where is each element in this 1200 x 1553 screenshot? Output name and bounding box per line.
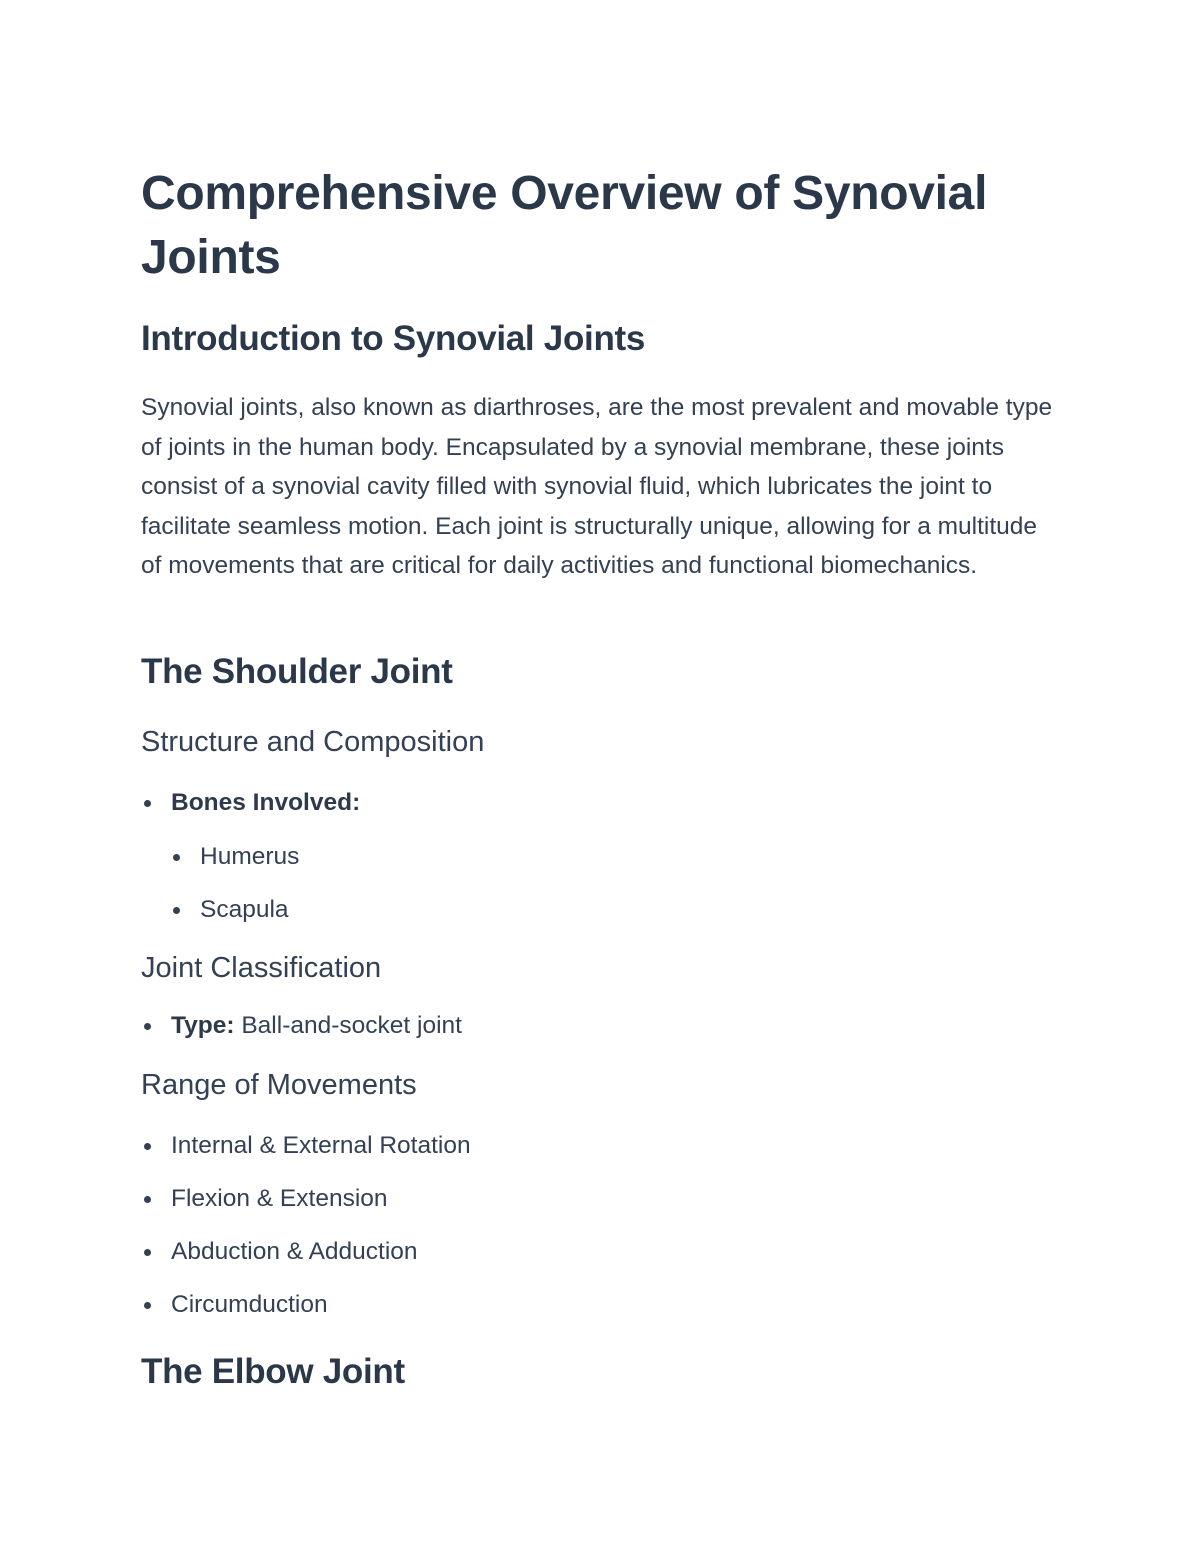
structure-subheading: Structure and Composition <box>141 726 485 758</box>
type-value: Ball-and-socket joint <box>241 1012 462 1039</box>
shoulder-heading: The Shoulder Joint <box>141 652 453 691</box>
list-item: Circumduction <box>141 1290 471 1320</box>
bullet-icon <box>173 907 180 914</box>
intro-heading: Introduction to Synovial Joints <box>141 319 646 358</box>
bullet-icon <box>173 854 180 861</box>
bones-list <box>141 788 360 818</box>
movements-subheading: Range of Movements <box>141 1069 417 1101</box>
document-title: Comprehensive Overview of Synovial Joints <box>141 167 988 284</box>
intro-paragraph: Synovial joints, also known as diarthroses, are the most prevalent and movable type of joints in the human body. Encapsulated by a synovial membrane, these joints consist of a synovial cavity filled with synovial fluid, which lubricates the joint to facilitate seamless motion. Each joint is structurally unique, allowing for a multitude of movements that are critical for daily activities and functional biomechanics. <box>141 394 1053 579</box>
list-item <box>141 788 360 818</box>
elbow-heading: The Elbow Joint <box>141 1352 405 1391</box>
list-item: Scapula <box>141 895 299 925</box>
list-item <box>141 1011 462 1041</box>
list-item: Internal & External Rotation <box>141 1131 471 1161</box>
classification-list <box>141 1011 462 1041</box>
list-item: Humerus <box>141 842 299 872</box>
bullet-icon <box>144 1196 151 1203</box>
list-item: Abduction & Adduction <box>141 1237 471 1267</box>
classification-subheading: Joint Classification <box>141 952 382 984</box>
bullet-icon <box>144 1143 151 1150</box>
bullet-icon <box>144 1302 151 1309</box>
bones-label: Bones Involved: <box>171 789 361 816</box>
bullet-icon <box>144 1249 151 1256</box>
bones-sublist <box>141 842 299 925</box>
type-label: Type: <box>171 1012 235 1039</box>
bullet-icon <box>144 800 151 807</box>
movements-list <box>141 1131 471 1320</box>
list-item: Flexion & Extension <box>141 1184 471 1214</box>
bullet-icon <box>144 1023 151 1030</box>
